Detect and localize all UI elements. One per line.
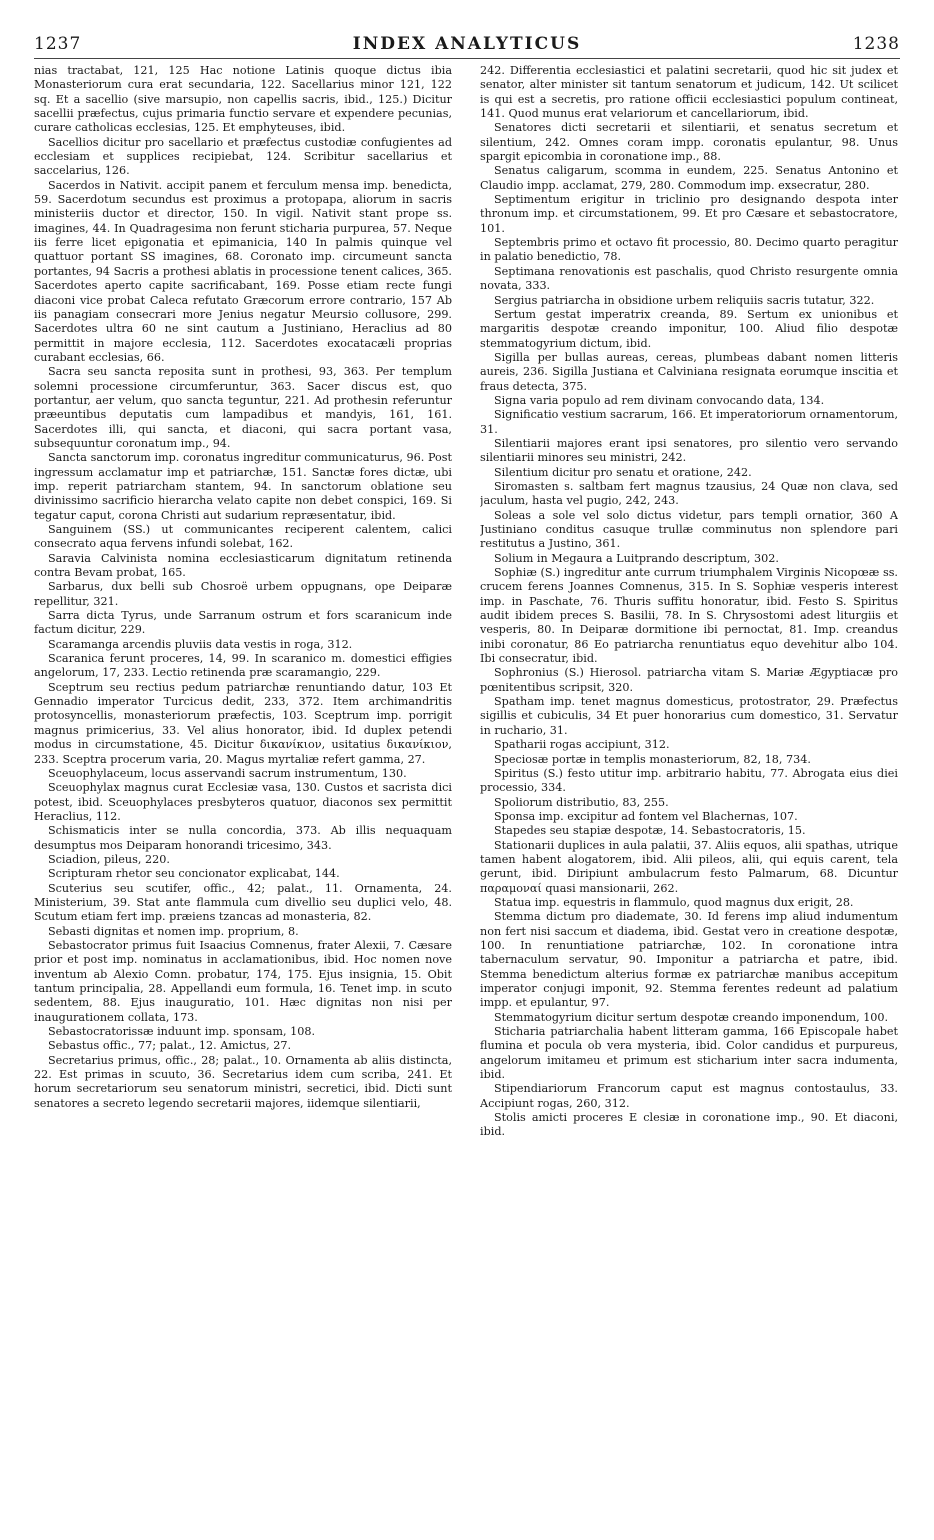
- index-entry: Scripturam rhetor seu concionator explicabat, 144.: [48, 867, 340, 881]
- index-entry: Septimentum erigitur in triclinio pro designando despota inter thronum imp. et circumstationem, 99. Et pro Cæsare et sebastocratore, 101.: [480, 193, 898, 235]
- index-entry: Septembris primo et octavo fit processio, 80. Decimo quarto peragitur in palatio benedictio, 78.: [480, 236, 898, 264]
- index-entry: Sancta sanctorum imp. coronatus ingreditur communicaturus, 96. Post ingressum acclamatur imp et patriarchæ, 151. Sanctæ fores dictæ, ubi imp. reperit patriarcham stantem, 94. In sanctorum oblatione seu divinissimo sacrificio hierarcha velato capite non debet conspici, 169. Si tegatur caput, corona Christi aut sudarium repræsentatur, ibid.: [34, 451, 452, 522]
- index-entry: Sceuophylaceum, locus asservandi sacrum instrumentum, 130.: [48, 766, 407, 780]
- index-entry: Soleas a sole vel solo dictus videtur, pars templi ornatior, 360 A Justiniano conditus casuque trullæ comminutus non splendore pari restitutus a Justino, 361.: [480, 508, 898, 551]
- index-entry: Spoliorum distributio, 83, 255.: [494, 795, 669, 809]
- index-entry: nias tractabat, 121, 125 Hac notione Latinis quoque dictus ibia Monasteriorum cura erat secundaria, 122. Sacellarius minor 121, 122 sq. Et a sacellio (sive marsupio, non capellis sacris, ibid., 125.) Dicitur sacellii præfectus, cujus primaria functio servare et expendere pecunias, curare catholicas ecclesias, 125. Et emphyteuses, ibid.: [34, 64, 452, 135]
- page-header: [34, 34, 900, 59]
- index-entry: Sacellios dicitur pro sacellario et præfectus custodiæ confugientes ad ecclesiam et supplices recipiebat, 124. Scribitur sacellarius et saccelarius, 126.: [34, 135, 452, 178]
- index-entry: Sanguinem (SS.) ut communicantes reciperent calentem, calici consecrato aqua fervens infundi solebat, 162.: [34, 523, 452, 551]
- index-entry: Senatus caligarum, scomma in eundem, 225. Senatus Antonino et Claudio impp. acclamat, 279, 280. Commodum imp. exsecratur, 280.: [480, 164, 898, 192]
- index-entry: Secretarius primus, offic., 28; palat., 10. Ornamenta ab aliis distincta, 22. Est primas in scuuto, 36. Secretarius idem cum scriba, 241. Et horum secretariorum seu senatorum ministri, secretici, ibid. Dicti sunt senatores a secreto legendo secretarii majores, iidemque silentiarii,: [34, 1053, 452, 1110]
- left-column: [34, 64, 452, 1530]
- index-entry: Saravia Calvinista nomina ecclesiasticarum dignitatum retinenda contra Bevam probat, 165.: [34, 551, 452, 580]
- index-entry: Sciadion, pileus, 220.: [48, 852, 170, 866]
- right-column: [480, 64, 898, 1530]
- index-entry: Statua imp. equestris in flammulo, quod magnus dux erigit, 28.: [494, 895, 854, 909]
- index-entry: Sebastus offic., 77; palat., 12. Amictus, 27.: [48, 1039, 292, 1053]
- page-number-right: 1238: [852, 34, 900, 54]
- index-entry: Scaranica ferunt proceres, 14, 99. In scaranico m. domestici effigies angelorum, 17, 233. Lectio retinenda præ scaramangio, 229.: [34, 652, 452, 680]
- index-entry: Spiritus (S.) festo utitur imp. arbitrario habitu, 77. Abrogata eius diei processio, 334.: [480, 766, 898, 795]
- index-entry: Stationarii duplices in aula palatii, 37. Aliis equos, alii spathas, utrique tamen habent alogatorem, ibid. Alii pileos, alii, qui equis carent, tela gerunt, ibid. Diripiunt ambulacrum festo Palmarum, 68. Dicuntur παραμοναί quasi mansionarii, 262.: [480, 838, 898, 895]
- index-entry: Sebasti dignitas et nomen imp. proprium, 8.: [48, 924, 299, 938]
- index-entry: Solium in Megaura a Luitprando descriptum, 302.: [494, 551, 779, 565]
- index-entry: Stemma dictum pro diademate, 30. Id ferens imp aliud indumentum non fert nisi saccum et diadema, ibid. Gestat vero in creatione despotæ, 100. In renuntiatione patriarchæ, 102. In coronatione intra tabernaculum servatur, 90. Imponitur a patriarcha et patre, ibid. Stemma benedictum alterius formæ ex patriarchæ manibus accepitum imperator conjugi imponit, 92. Stemma ferentes redeunt ad palatium impp. et epulantur, 97.: [480, 910, 898, 1010]
- index-entry: Siromasten s. saltbam fert magnus tzausius, 24 Quæ non clava, sed jaculum, hasta vel pugio, 242, 243.: [480, 479, 898, 508]
- index-entry: Stipendiariorum Francorum caput est magnus contostaulus, 33. Accipiunt rogas, 260, 312.: [480, 1082, 898, 1110]
- index-entry: Stemmatogyrium dicitur sertum despotæ creando imponendum, 100.: [494, 1010, 889, 1024]
- page-number-left: 1237: [34, 34, 82, 54]
- index-entry: Sceptrum seu rectius pedum patriarchæ renuntiando datur, 103 Et Gennadio imperator Turcicus dedit, 233, 372. Item archimandritis protosyncellis, monasteriorum præfectis, 103. Sceptrum imp. porrigit magnus primicerius, 33. Vel alius honorator, ibid. Id duplex petendi modus in circumstatione, 45. Dicitur δικανίκιον, usitatius δικανίκιον, 233. Sceptra procerum varia, 20. Magus myrtaliæ refert gamma, 27.: [34, 680, 452, 766]
- index-entry: Sceuophylax magnus curat Ecclesiæ vasa, 130. Custos et sacrista dici potest, ibid. Sceuophylaces presbyteros quatuor, diaconos sex permittit Heraclius, 112.: [34, 781, 452, 823]
- index-entry: Silentium dicitur pro senatu et oratione, 242.: [494, 465, 752, 479]
- index-entry: Spatharii rogas accipiunt, 312.: [494, 738, 670, 752]
- index-entry: Sacerdos in Nativit. accipit panem et ferculum mensa imp. benedicta, 59. Sacerdotum secundus est proximus a protopapa, aliorum in sacris ministeriis ductor et director, 150. In vigil. Nativit stant prope ss. imagines, 44. In Quadragesima non ferunt sticharia purpurea, 57. Neque iis ferre licet epigonatia et epimanicia, 140 In palmis quinque vel quattuor portant SS imagines, 68. Coronato imp. circumeunt sancta portantes, 94 Sacris a prothesi ablatis in processione tenent calices, 365. Sacerdotes aperto capite sacrificabant, 169. Posse etiam recte fungi diaconi vice probat Caleca refutato Græcorum errore contrario, 157 Ab iis panagiam consecrari more Jenius negatur Meursio collusore, 299. Sacerdotes ultra 60 ne sint cautum a Justiniano, Heraclius ad 80 permittit in majore ecclesia, 112. Sacerdotes exocatacæli proprias curabant ecclesias, 66.: [34, 178, 452, 364]
- index-entry: Spatham imp. tenet magnus domesticus, protostrator, 29. Præfectus sigillis et cubiculis, 34 Et puer honorarius cum domestico, 31. Servatur in ruchario, 31.: [480, 695, 898, 737]
- index-entry: Sarbarus, dux belli sub Chosroë urbem oppugnans, ope Deiparæ repellitur, 321.: [34, 580, 452, 608]
- index-entry: Septimana renovationis est paschalis, quod Christo resurgente omnia novata, 333.: [480, 264, 898, 293]
- index-entry: Sigilla per bullas aureas, cereas, plumbeas dabant nomen litteris aureis, 236. Sigilla Justiana et Calviniana resignata eorumque inscitia et fraus detecta, 375.: [480, 350, 898, 393]
- index-entry: Stolis amicti proceres E clesiæ in coronatione imp., 90. Et diaconi, ibid.: [480, 1111, 898, 1139]
- index-entry: Sebastocratorissæ induunt imp. sponsam, 108.: [48, 1025, 316, 1039]
- index-entry: Sticharia patriarchalia habent litteram gamma, 166 Episcopale habet flumina et pocula ob vera mysteria, ibid. Color candidus et purpureus, angelorum imitameu et primum est sticharium inter sacra indumenta, ibid.: [480, 1025, 898, 1082]
- index-entry: Scaramanga arcendis pluviis data vestis in roga, 312.: [48, 637, 353, 651]
- index-entry: Scuterius seu scutifer, offic., 42; palat., 11. Ornamenta, 24. Ministerium, 39. Stat ante flammula cum divellio seu duplici velo, 48. Scutum etiam fert imp. præiens tzancas ad monasteria, 82.: [34, 881, 452, 924]
- index-entry: Sarra dicta Tyrus, unde Sarranum ostrum et fors scaranicum inde factum dicitur, 229.: [34, 609, 452, 637]
- index-entry: Sergius patriarcha in obsidione urbem reliquiis sacris tutatur, 322.: [494, 293, 875, 307]
- index-entry: 242. Differentia ecclesiastici et palatini secretarii, quod hic sit judex et senator, alter minister sit tantum senatorum et judicum, 142. Ut scilicet is qui est a secretis, pro ratione officii ecclesiastici populum contineat, 141. Quod munus erat velariorum et cancellariorum, ibid.: [480, 64, 898, 121]
- index-entry: Speciosæ portæ in templis monasteriorum, 82, 18, 734.: [494, 752, 811, 766]
- index-entry: Stapedes seu stapiæ despotæ, 14. Sebastocratoris, 15.: [494, 824, 806, 838]
- index-entry: Sebastocrator primus fuit Isaacius Comnenus, frater Alexii, 7. Cæsare prior et post imp. nominatus in acclamationibus, ibid. Hoc nomen nove inventum ab Alexio Comn. probatur, 174, 175. Ejus insignia, 15. Obit tantum principalia, 28. Appellandi eum formula, 16. Tenet imp. in scuto sedentem, 88. Ejus inauguratio, 101. Hæc dignitas non nisi per inaugurationem collata, 173.: [34, 938, 452, 1024]
- index-entry: Schismaticis inter se nulla concordia, 373. Ab illis nequaquam desumptus mos Deiparam honorandi tricesimo, 343.: [34, 824, 452, 852]
- index-entry: Sertum gestat imperatrix creanda, 89. Sertum ex unionibus et margaritis despotæ creando imponitur, 100. Aliud filio despotæ stemmatogyrium dictum, ibid.: [480, 307, 898, 350]
- index-entry: Sophronius (S.) Hierosol. patriarcha vitam S. Mariæ Ægyptiacæ pro pœnitentibus scripsit, 320.: [480, 666, 898, 694]
- index-entry: Sophiæ (S.) ingreditur ante currum triumphalem Virginis Nicopœæ ss. crucem ferens Joannes Comnenus, 315. In S. Sophiæ vesperis interest imp. in Paschate, 76. Thuris suffitu honoratur, ibid. Festo S. Spiritus audit ibidem preces S. Basilii, 78. In S. Chrysostomi adest liturgiis et vesperis, 80. In Deiparæ dormitione ibi pernoctat, 81. Imp. creandus inibi coronatur, 86 Eo patriarcha renuntiatus equo devehitur albo 104. Ibi consecratur, ibid.: [480, 566, 898, 666]
- index-entry: Sponsa imp. excipitur ad fontem vel Blachernas, 107.: [494, 809, 798, 823]
- index-entry: Sacra seu sancta reposita sunt in prothesi, 93, 363. Per templum solemni processione circumferuntur, 363. Sacer discus est, quo portantur, aer velum, quo sancta teguntur, 221. Ad prothesin referuntur præeuntibus deputatis cum lampadibus et mandyis, 161, 161. Sacerdotes illi, qui sancta, et diaconi, qui sacra portant vasa, subsequuntur coronatum imp., 94.: [34, 365, 452, 450]
- index-entry: Signa varia populo ad rem divinam convocando data, 134.: [494, 393, 825, 407]
- page-title: INDEX ANALYTICUS: [352, 34, 582, 54]
- index-entry: Silentiarii majores erant ipsi senatores, pro silentio vero servando silentiarii minores seu ministri, 242.: [480, 436, 898, 465]
- index-entry: Significatio vestium sacrarum, 166. Et imperatoriorum ornamentorum, 31.: [480, 408, 898, 436]
- index-entry: Senatores dicti secretarii et silentiarii, et senatus secretum et silentium, 242. Omnes coram impp. coronatis epulantur, 98. Unus spargit epicombia in coronatione imp., 88.: [480, 121, 898, 164]
